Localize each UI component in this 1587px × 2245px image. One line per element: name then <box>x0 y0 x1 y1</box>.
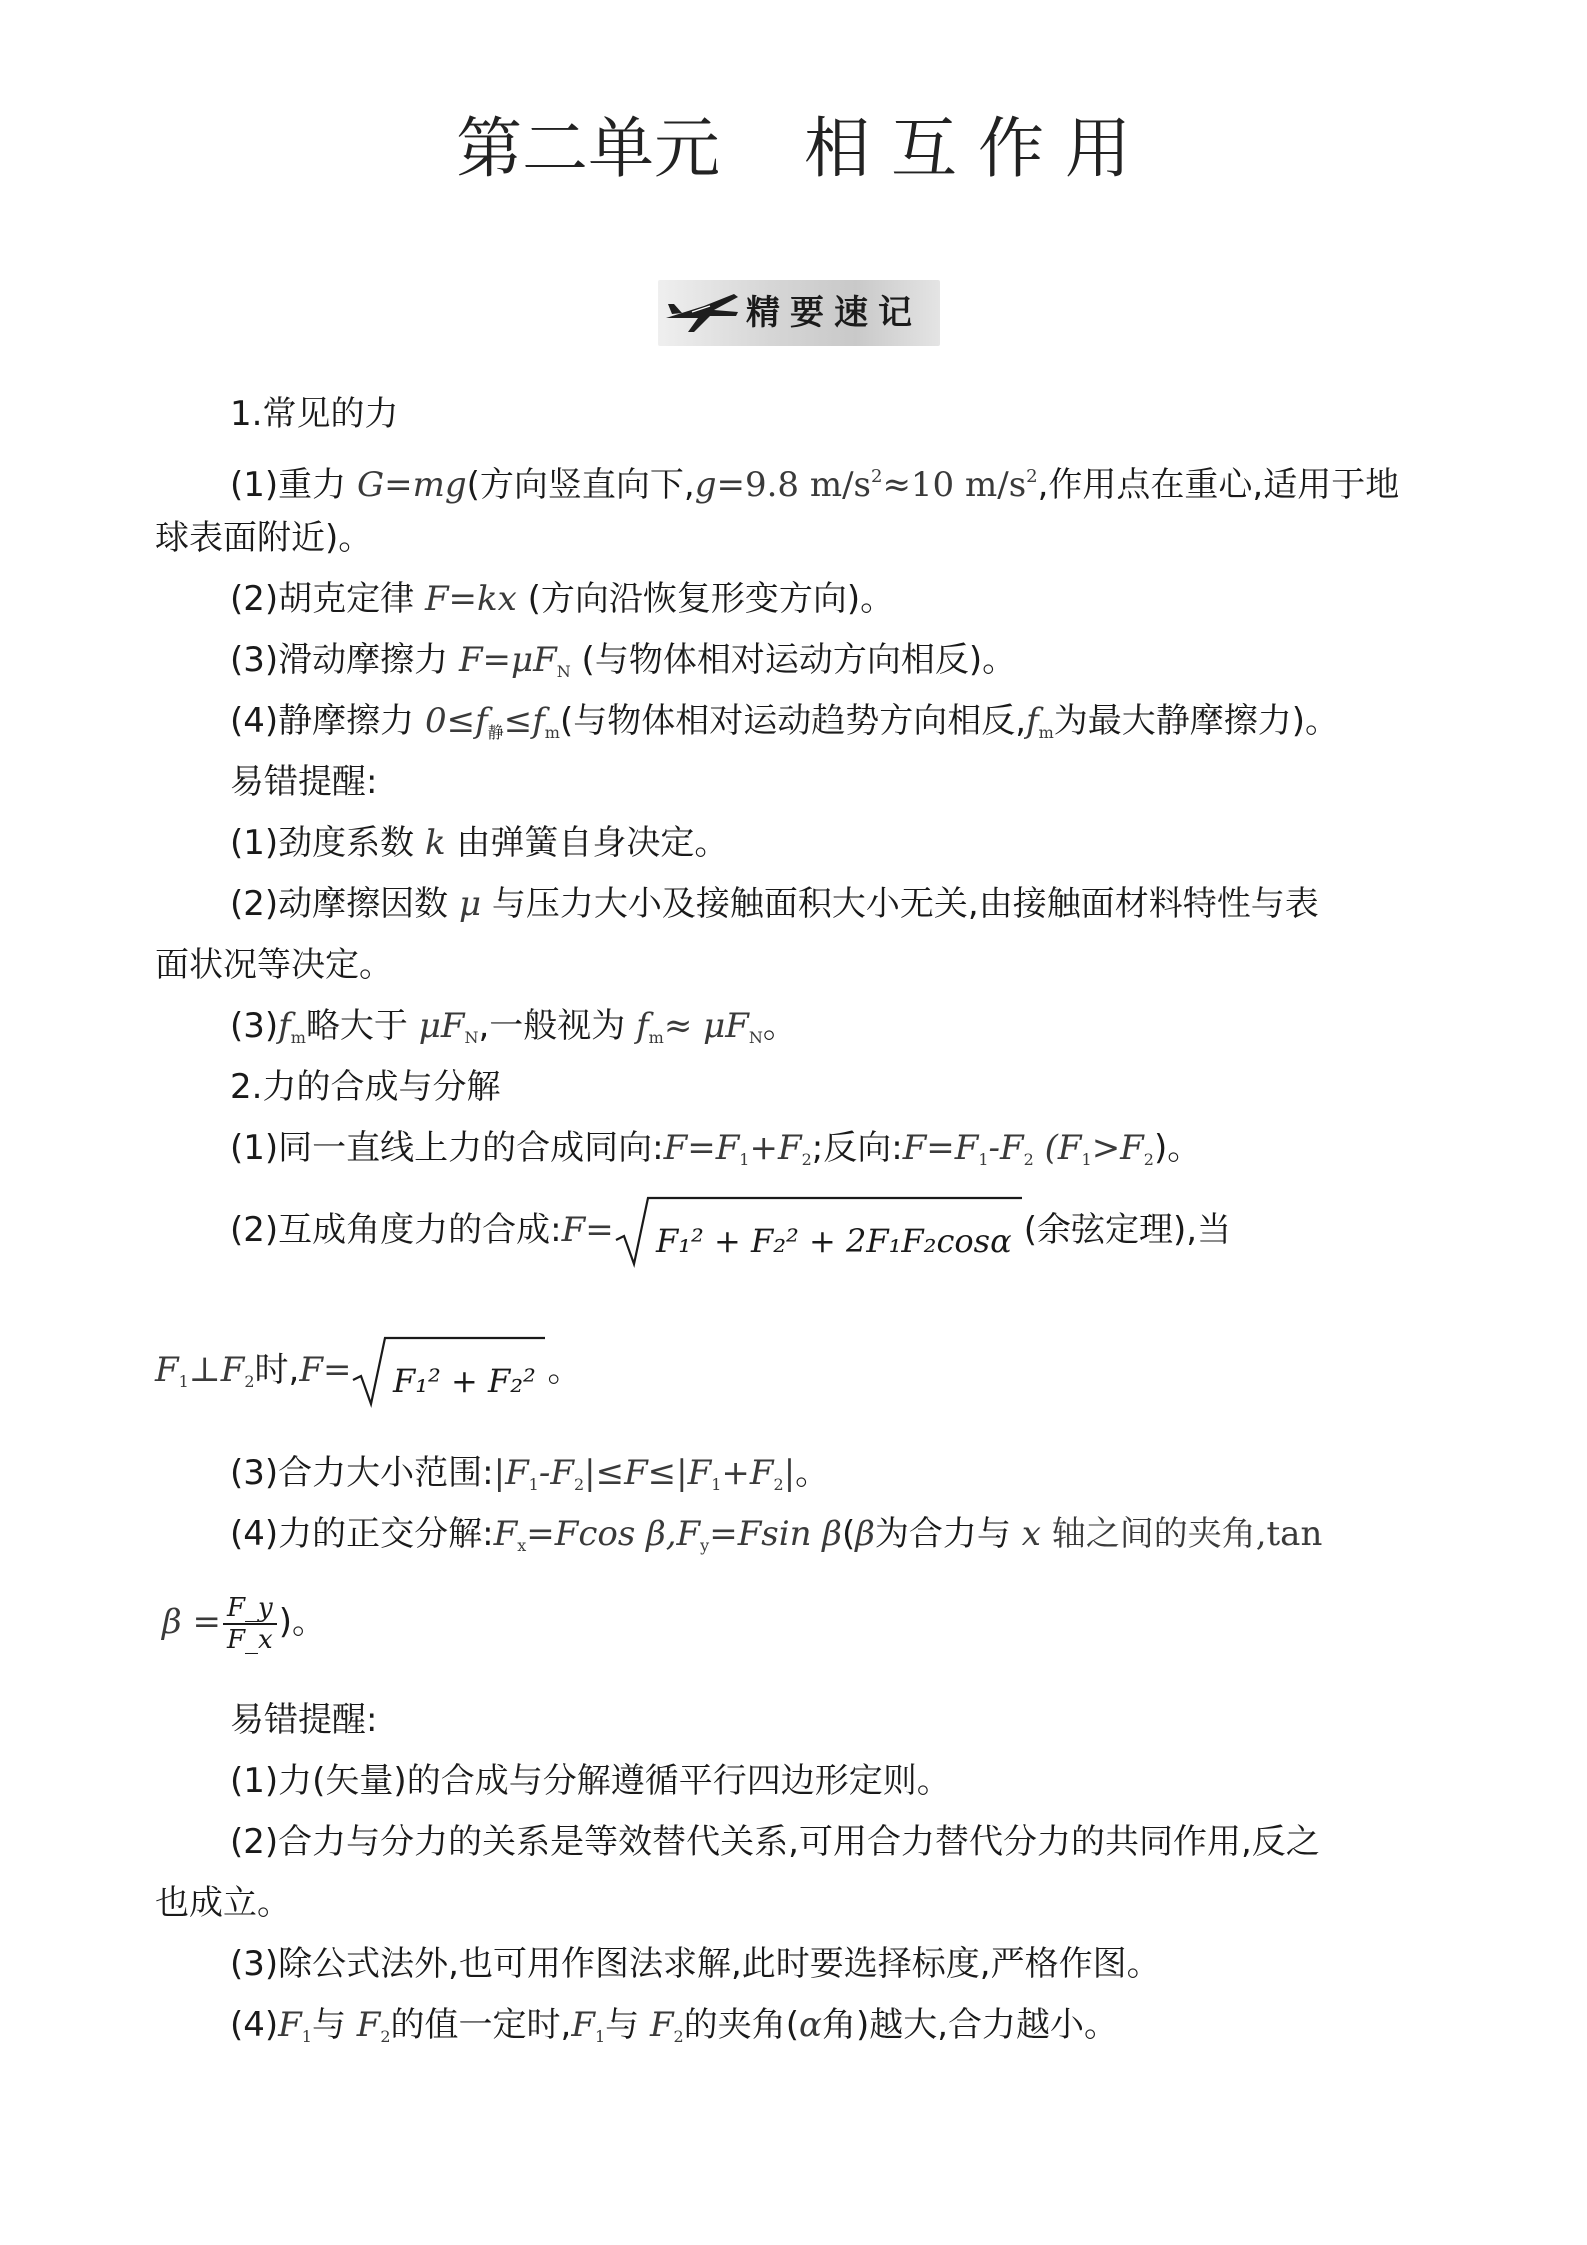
line-kinetic-friction: (3)滑动摩擦力 $F=\mu F_N$ (与物体相对运动方向相反)。 <box>230 640 1017 681</box>
sqrt-radicand-2: F₁² + F₂² <box>393 1361 537 1400</box>
line-mistake-2: (2)动摩擦因数 μ 与压力大小及接触面积大小无关,由接触面材料特性与表 <box>230 884 1319 924</box>
line-mistake-1: (1)劲度系数 k 由弹簧自身决定。 <box>230 823 729 863</box>
line-angle-composition: (2)互成角度力的合成:F= F₁² + F₂² + 2F₁F₂cosα (余弦定理),当 <box>230 1190 1231 1270</box>
sqrt-radicand: F₁² + F₂² + 2F₁F₂cosα <box>655 1221 1012 1260</box>
heading-common-mistakes-2: 易错提醒: <box>230 1700 378 1740</box>
airplane-icon <box>664 288 742 338</box>
line-hooke: (2)胡克定律 F=kx (方向沿恢复形变方向)。 <box>230 579 895 619</box>
fraction-fy-fx: $\frac{F\_y}{F\_x}$ <box>223 1593 277 1655</box>
line-gravity: (1)重力 G=mg(方向竖直向下,g=9.8 $m/s^2\approx 10$ $m/s^2$,作用点在重心,适用于地 <box>230 465 1400 505</box>
line-tan-beta: β = $\frac{F\_y}{F\_x}$ )。 <box>162 1592 326 1655</box>
heading-common-mistakes-1: 易错提醒: <box>230 762 378 802</box>
line-mistake-b2-cont: 也成立。 <box>155 1883 291 1923</box>
line-gravity-cont: 球表面附近)。 <box>155 518 373 558</box>
section-banner <box>658 280 940 346</box>
sqrt-expression <box>614 1192 1024 1272</box>
line-static-friction: (4)静摩擦力 $0\le f_静\le f_m$(与物体相对运动趋势方向相反$,f_m$为最大静摩擦力)。 <box>230 701 1340 742</box>
heading-common-forces <box>230 390 398 440</box>
line-mistake-3: $(3)f_m$略大于 $\mu F_N$,一般视为 $f_m\approx \mu F_N$。 <box>230 1006 797 1047</box>
line-collinear-forces: (1)同一直线上力的合成同向$:F=F_1+F_2$;反向$:F=F_1-F_2$ $(F_1>F_2)$。 <box>230 1128 1202 1169</box>
page-title: 第二单元 相 互 作 用 <box>456 110 1131 187</box>
text: 1.常见的力 <box>230 394 399 434</box>
heading-composition: 2.力的合成与分解 <box>230 1067 501 1107</box>
line-mistake-b4: $(4)F_1$与 $F_2$的值一定时$,F_1$与 $F_2$的夹角(α角)越大,合力越小。 <box>230 2005 1119 2046</box>
line-resultant-range: (3)合力大小范围$:|F_1-F_2|\le F\le|F_1+F_2|$。 <box>230 1453 830 1494</box>
line-orthogonal-decomposition: (4)力的正交分解$:F_x=Fcos$ $\beta,F_y=Fsin$ β(β为合力与 x 轴之间的夹角,tan <box>230 1514 1323 1555</box>
line-mistake-2-cont: 面状况等决定。 <box>155 945 393 985</box>
line-mistake-b1: (1)力(矢量)的合成与分解遵循平行四边形定则。 <box>230 1761 951 1801</box>
banner-label: 精要速记 <box>746 293 922 333</box>
line-mistake-b3: (3)除公式法外,也可用作图法求解,此时要选择标度,严格作图。 <box>230 1944 1161 1984</box>
sqrt-expression-2 <box>351 1332 547 1412</box>
line-mistake-b2: (2)合力与分力的关系是等效替代关系,可用合力替代分力的共同作用,反之 <box>230 1822 1320 1862</box>
line-perpendicular-forces: $F_1\perp F_2$时,F= F₁² + F₂² 。 <box>155 1330 581 1410</box>
